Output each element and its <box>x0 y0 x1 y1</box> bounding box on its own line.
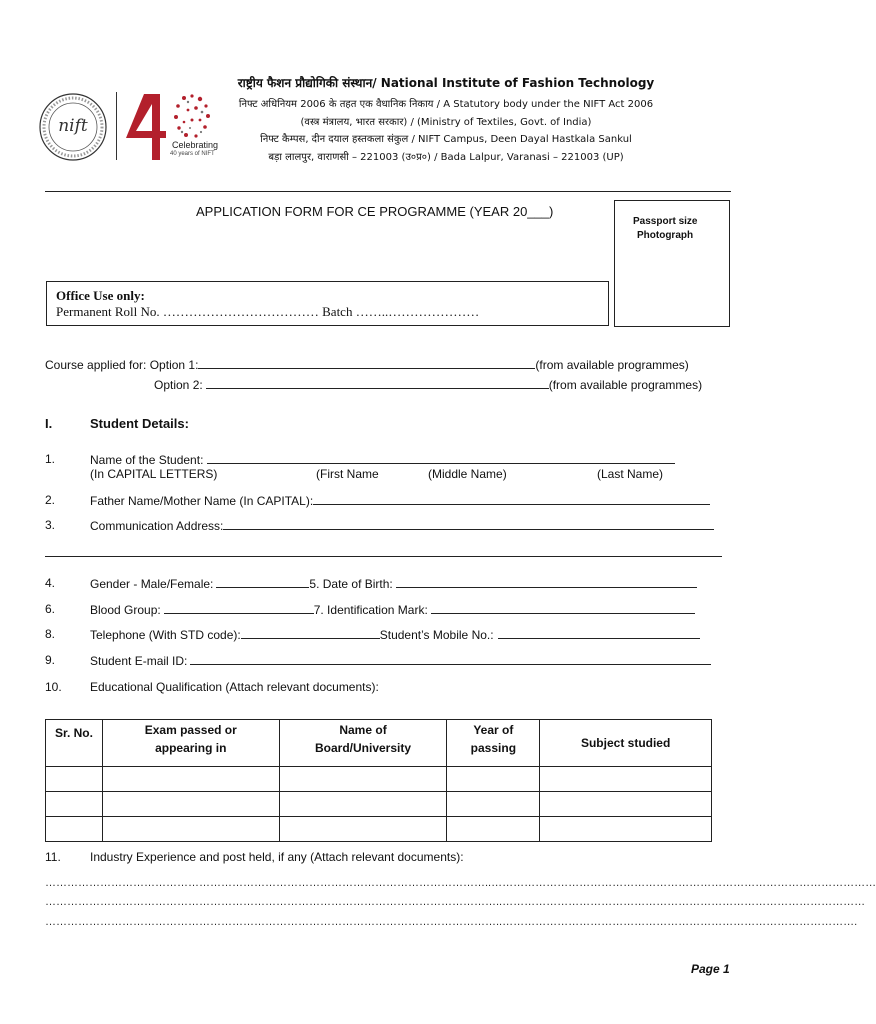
course-option1-field[interactable] <box>198 357 535 369</box>
table-cell[interactable] <box>46 767 103 792</box>
item-number: 1. <box>45 452 56 466</box>
table-row <box>46 792 712 817</box>
statutory-line: निफ्ट अधिनियम 2006 के तहत एक वैधानिक निकाय / A Statutory body under the NIFT Act 2006 <box>238 99 654 110</box>
telephone-label: Telephone (With STD code): <box>90 628 241 642</box>
badge-celebrating: Celebrating <box>172 140 219 150</box>
passport-photo-box <box>614 200 730 327</box>
table-row <box>46 767 712 792</box>
table-cell[interactable] <box>540 817 712 842</box>
table-cell[interactable] <box>540 767 712 792</box>
blood-group-label: Blood Group: <box>90 603 161 617</box>
section-number: I. <box>45 416 53 431</box>
first-name-label: (First Name <box>316 467 379 481</box>
badge-years: 40 years of NIFT <box>170 151 215 157</box>
item-number: 11. <box>45 850 61 864</box>
table-header-row <box>46 720 712 767</box>
email-field[interactable] <box>190 653 711 665</box>
column-header-year: Year of passing <box>447 720 540 767</box>
photo-label-2: Photograph <box>637 230 694 241</box>
column-header-exam: Exam passed or appearing in <box>102 720 279 767</box>
header-rule <box>45 191 731 192</box>
table-cell[interactable] <box>46 817 103 842</box>
item-number: 4. <box>45 576 56 590</box>
mobile-label: Student’s Mobile No.: <box>379 628 494 642</box>
office-use-title: Office Use only: <box>56 288 145 303</box>
table-cell[interactable] <box>46 792 103 817</box>
course-option2-suffix: (from available programmes) <box>548 378 703 392</box>
capital-letters-note: (In CAPITAL LETTERS) <box>90 467 218 481</box>
email-label: Student E-mail ID: <box>90 654 188 668</box>
education-label: Educational Qualification (Attach relevant documents): <box>90 680 379 694</box>
table-cell[interactable] <box>102 792 279 817</box>
parent-name-field[interactable] <box>313 493 710 505</box>
item-number: 3. <box>45 518 56 532</box>
column-header-board: Name of Board/University <box>279 720 447 767</box>
forty-years-badge <box>122 90 232 162</box>
gender-label: Gender - Male/Female: <box>90 577 214 591</box>
identification-field[interactable] <box>431 602 695 614</box>
table-row <box>46 817 712 842</box>
column-header-subject: Subject studied <box>540 720 712 767</box>
table-cell[interactable] <box>279 792 447 817</box>
page-number: Page 1 <box>691 962 730 976</box>
item-number: 2. <box>45 493 56 507</box>
course-option2-label: Option 2: <box>154 378 203 392</box>
last-name-label: (Last Name) <box>597 467 664 481</box>
telephone-field[interactable] <box>241 627 380 639</box>
mobile-field[interactable] <box>498 627 700 639</box>
student-name-field[interactable] <box>207 452 675 464</box>
address-field[interactable] <box>223 518 714 530</box>
table-cell[interactable] <box>540 792 712 817</box>
ministry-line: (वस्त्र मंत्रालय, भारत सरकार) / (Ministry of Textiles, Govt. of India) <box>300 117 592 128</box>
education-table <box>45 719 712 842</box>
column-header-sr-no: Sr. No. <box>46 720 103 767</box>
logo-divider <box>116 92 117 160</box>
table-cell[interactable] <box>447 767 540 792</box>
address-label: Communication Address: <box>90 519 224 533</box>
industry-label: Industry Experience and post held, if any (Attach relevant documents): <box>90 850 464 864</box>
office-use-line: Permanent Roll No. ……………………………… Batch ……..………………… <box>56 304 480 319</box>
blood-group-field[interactable] <box>164 602 314 614</box>
dob-field[interactable] <box>396 576 697 588</box>
table-cell[interactable] <box>447 817 540 842</box>
middle-name-label: (Middle Name) <box>428 467 507 481</box>
table-cell[interactable] <box>279 767 447 792</box>
table-cell[interactable] <box>102 767 279 792</box>
nift-logo-text: nift <box>58 116 88 136</box>
identification-label: 7. Identification Mark: <box>313 603 428 617</box>
address-line: बड़ा लालपुर, वाराणसी – 221003 (उ०प्र०) / Bada Lalpur, Varanasi – 221003 (UP) <box>268 152 624 163</box>
industry-line-2[interactable]: ……………………………………………………………………………………………………………..……………………………………………………………………………………… <box>45 896 866 908</box>
item-number: 10. <box>45 680 62 694</box>
parent-name-label: Father Name/Mother Name (In CAPITAL): <box>90 494 314 508</box>
item-number: 6. <box>45 602 56 616</box>
course-option2-field[interactable] <box>206 377 549 389</box>
industry-line-1[interactable]: …………………………………………………………………………………………………………..…………………………………………………………………………………………… <box>45 877 876 889</box>
industry-line-3[interactable]: ……………………………………………………………………………………………………………..……………………………………………………………………………………. <box>45 916 858 928</box>
item-number: 8. <box>45 627 56 641</box>
office-use-box <box>46 281 609 326</box>
student-name-label: Name of the Student: <box>90 453 204 467</box>
institute-title: राष्ट्रीय फैशन प्रौद्योगिकी संस्थान/ National Institute of Fashion Technology <box>237 76 655 90</box>
dob-label: 5. Date of Birth: <box>309 577 393 591</box>
table-cell[interactable] <box>102 817 279 842</box>
nift-seal-logo <box>38 92 108 162</box>
address-field-line2[interactable] <box>45 556 722 557</box>
gender-field[interactable] <box>216 576 309 588</box>
table-cell[interactable] <box>447 792 540 817</box>
table-cell[interactable] <box>279 817 447 842</box>
item-number: 9. <box>45 653 56 667</box>
photo-label-1: Passport size <box>633 216 698 227</box>
section-title: Student Details: <box>90 416 189 431</box>
form-title: APPLICATION FORM FOR CE PROGRAMME (YEAR 20___) <box>196 204 554 219</box>
campus-line: निफ्ट कैम्पस, दीन दयाल हस्तकला संकुल / NIFT Campus, Deen Dayal Hastkala Sankul <box>260 134 632 145</box>
course-option1-suffix: (from available programmes) <box>535 358 689 372</box>
course-option1-label: Course applied for: Option 1: <box>45 358 199 372</box>
